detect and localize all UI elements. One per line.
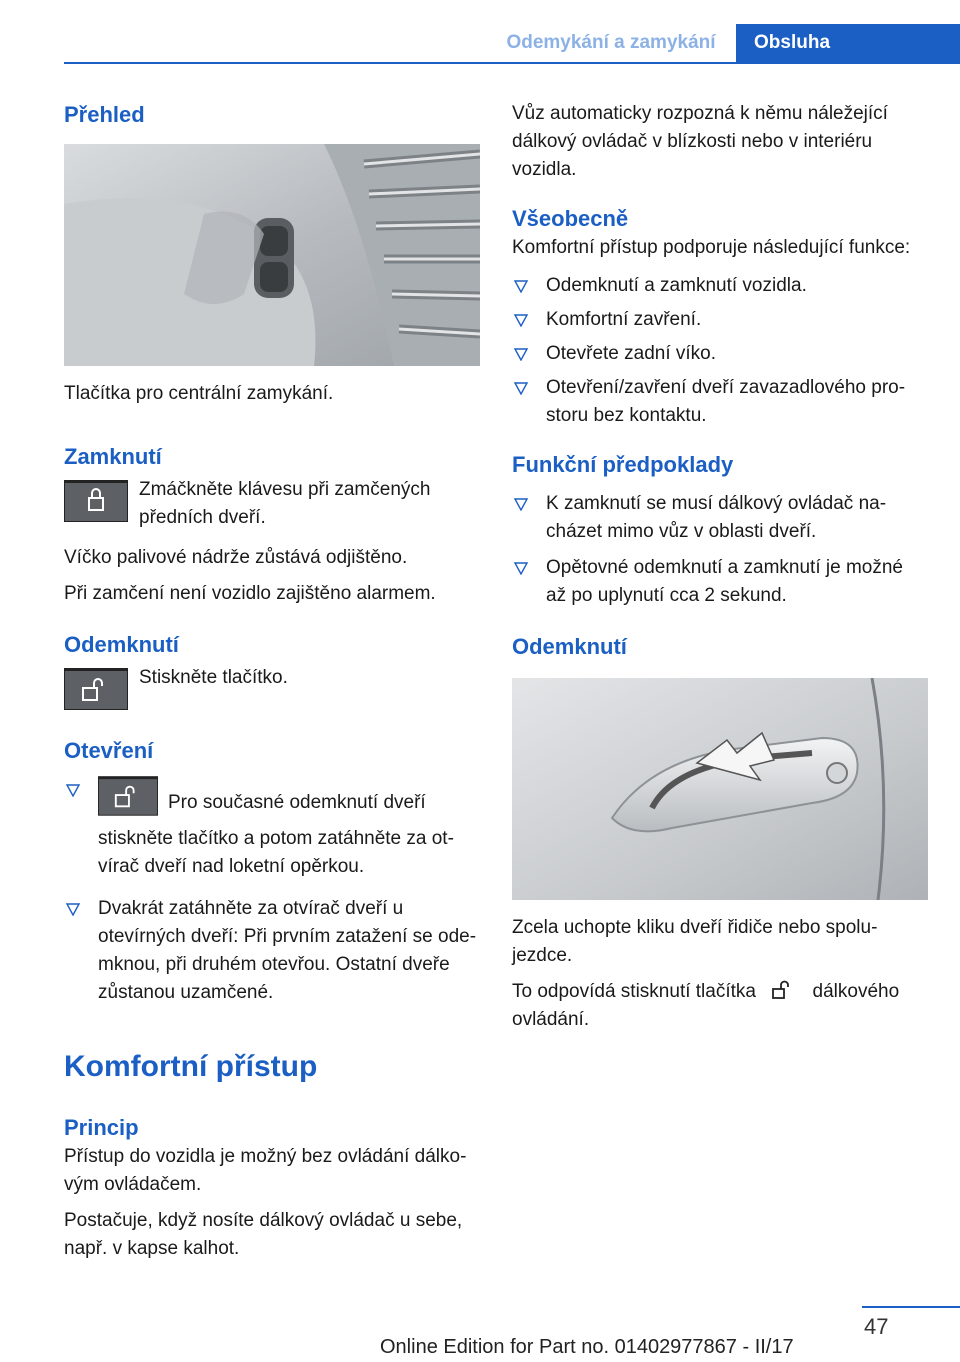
- principle-p2: Postačuje, když nosíte dálkový ovládač u sebe, např. v kapse kalhot.: [64, 1210, 463, 1259]
- triangle-bullet-icon: [66, 903, 80, 916]
- requirements-item-2: [512, 554, 928, 610]
- remote-key-note: [512, 978, 928, 1034]
- central-locking-buttons-photo: [64, 144, 480, 366]
- triangle-bullet-icon: [514, 280, 528, 293]
- requirements-item-1: [512, 490, 928, 546]
- general-item-3: [512, 340, 928, 368]
- general-item-1-text: Odemknutí a zamknutí vozidla.: [546, 275, 807, 296]
- overview-caption: Tlačítka pro centrální zamykání.: [64, 383, 334, 404]
- lock-button-icon: [64, 480, 128, 522]
- open-item-1-text: Pro současné odemknutí dveří stiskněte tlačítko a potom zatáhněte za otvírač dveří nad loketní opěrkou.: [98, 792, 454, 877]
- right-column: [512, 100, 928, 1034]
- principle-heading: Princip: [64, 1115, 139, 1140]
- unlock-symbol-icon: [767, 978, 801, 1002]
- left-column: [64, 100, 484, 1263]
- general-item-4: [512, 374, 928, 430]
- triangle-bullet-icon: [514, 498, 528, 511]
- general-text: Komfortní přístup podporuje následující funkce:: [512, 237, 911, 258]
- unlock-instruction: Stiskněte tlačítko.: [139, 667, 288, 688]
- open-heading: Otevření: [64, 738, 154, 763]
- door-handle-caption: Zcela uchopte kliku dveří řidiče nebo spolujezdce.: [512, 917, 878, 966]
- comfort-access-heading: Komfortní přístup: [64, 1050, 318, 1083]
- requirements-heading: Funkční předpoklady: [512, 452, 734, 477]
- footer-rule: [862, 1306, 960, 1308]
- unlock-heading-right: Odemknutí: [512, 634, 627, 659]
- triangle-bullet-icon: [514, 314, 528, 327]
- principle-p1: Přístup do vozidla je možný bez ovládání dálkovým ovládačem.: [64, 1146, 467, 1195]
- intro-text: Vůz automaticky rozpozná k němu náležející dálkový ovládač v blízkosti nebo v interiéru vozidla.: [512, 103, 888, 180]
- door-handle-photo: [512, 678, 928, 900]
- general-item-1: [512, 272, 928, 300]
- header-rule: [64, 62, 960, 64]
- running-header-tab: Obsluha: [736, 24, 960, 62]
- general-item-4-text: Otevření/zavření dveří zavazadlového prostoru bez kontaktu.: [546, 377, 906, 426]
- requirements-item-1-text: K zamknutí se musí dálkový ovládač nacházet mimo vůz v oblasti dveří.: [546, 493, 887, 542]
- triangle-bullet-icon: [514, 562, 528, 575]
- running-header-section: Odemykání a zamykání: [506, 32, 716, 53]
- general-item-2: [512, 306, 928, 334]
- lock-note-alarm: Při zamčení není vozidlo zajištěno alarmem.: [64, 583, 436, 604]
- edition-line: Online Edition for Part no. 01402977867 - II/17: [380, 1336, 794, 1358]
- triangle-bullet-icon: [514, 382, 528, 395]
- open-item-1: [64, 776, 484, 881]
- general-heading: Všeobecně: [512, 206, 629, 231]
- open-item-2-text: Dvakrát zatáhněte za otvírač dveří u otevírných dveří: Při prvním zatažení se odemknou, při druhém otevřou. Ostatní dveře zůstanou uzamčené.: [98, 898, 477, 1003]
- lock-instruction: Zmáčkněte klávesu při zamčených předních dveří.: [139, 479, 431, 528]
- overview-heading: Přehled: [64, 102, 145, 127]
- unlock-button-icon-inline: [98, 776, 158, 816]
- triangle-bullet-icon: [66, 784, 80, 797]
- lock-note-fuel: Víčko palivové nádrže zůstává odjištěno.: [64, 547, 408, 568]
- general-item-3-text: Otevřete zadní víko.: [546, 343, 717, 364]
- remote-key-note-after: dálkového ovládání.: [512, 981, 900, 1030]
- open-item-2: [64, 895, 484, 1007]
- unlock-heading: Odemknutí: [64, 632, 179, 657]
- remote-key-note-before: To odpovídá stisknutí tlačítka: [512, 981, 756, 1002]
- requirements-item-2-text: Opětovné odemknutí a zamknutí je možné až po uplynutí cca 2 sekund.: [546, 557, 903, 606]
- general-item-2-text: Komfortní zavření.: [546, 309, 702, 330]
- lock-heading: Zamknutí: [64, 444, 162, 469]
- unlock-button-icon: [64, 668, 128, 710]
- page-number: 47: [864, 1314, 889, 1339]
- triangle-bullet-icon: [514, 348, 528, 361]
